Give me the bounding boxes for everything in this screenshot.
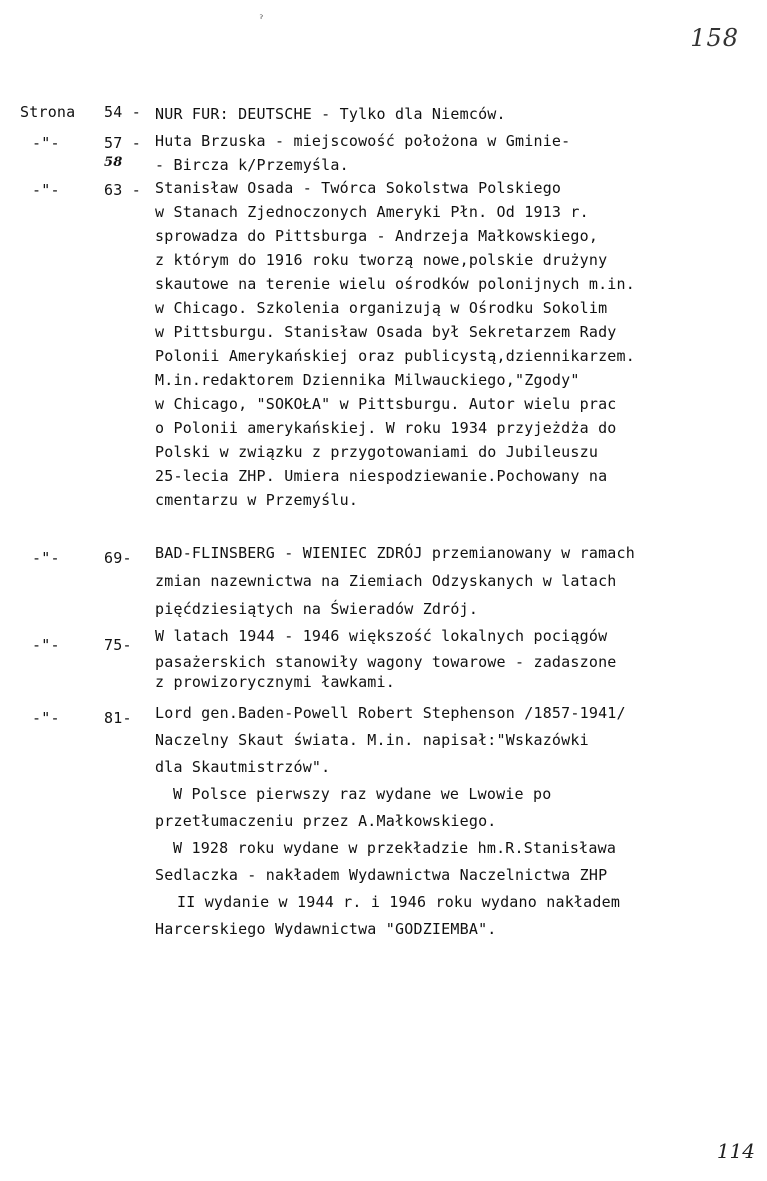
- entry-prefix: -"-: [32, 636, 60, 654]
- entry-prefix: -"-: [32, 549, 60, 567]
- entry-text: [155, 701, 626, 941]
- entry-text: [155, 102, 506, 126]
- entry-text: [155, 129, 570, 177]
- entry-ref: [20, 102, 160, 122]
- entry-page-number: 69-: [104, 549, 132, 567]
- text-line: w Chicago. Szkolenia organizują w Ośrodku Sokolim: [155, 299, 608, 317]
- text-line: W 1928 roku wydane w przekładzie hm.R.Stanisława: [173, 839, 617, 857]
- text-line: pasażerskich stanowiły wagony towarowe - zadaszone: [155, 653, 617, 671]
- handwritten-page-number-bottom: 114: [716, 1139, 755, 1163]
- text-line: Sedlaczka - nakładem Wydawnictwa Naczelnictwa ZHP: [155, 866, 608, 884]
- text-line: zmian nazewnictwa na Ziemiach Odzyskanych w latach: [155, 572, 617, 590]
- entry-page-number: 54 -: [104, 103, 141, 121]
- text-line: skautowe na terenie wielu ośrodków polonijnych m.in.: [155, 275, 635, 293]
- text-line: Naczelny Skaut świata. M.in. napisał:"Wskazówki: [155, 731, 589, 749]
- entry-text: [155, 176, 635, 512]
- text-line: z prowizorycznymi ławkami.: [155, 673, 395, 691]
- text-line: 25-lecia ZHP. Umiera niespodziewanie.Pochowany na: [155, 467, 608, 485]
- entry-page-number: 81-: [104, 709, 132, 727]
- text-line: M.in.redaktorem Dziennika Milwauckiego,"Zgody": [155, 371, 580, 389]
- entry-prefix: -"-: [32, 134, 60, 152]
- text-line: Lord gen.Baden-Powell Robert Stephenson /1857-1941/: [155, 704, 626, 722]
- entry-text: [155, 541, 635, 621]
- text-line: - Bircza k/Przemyśla.: [155, 156, 349, 174]
- text-line: cmentarzu w Przemyślu.: [155, 491, 359, 509]
- text-line: dla Skautmistrzów".: [155, 758, 331, 776]
- text-line: II wydanie w 1944 r. i 1946 roku wydano nakładem: [177, 893, 621, 911]
- text-line: z którym do 1916 roku tworzą nowe,polskie drużyny: [155, 251, 608, 269]
- entry-text: [155, 624, 617, 694]
- text-line: o Polonii amerykańskiej. W roku 1934 przyjeżdża do: [155, 419, 617, 437]
- text-line: Stanisław Osada - Twórca Sokolstwa Polskiego: [155, 179, 562, 197]
- text-line: Harcerskiego Wydawnictwa "GODZIEMBA".: [155, 920, 497, 938]
- text-line: w Stanach Zjednoczonych Ameryki Płn. Od 1913 r.: [155, 203, 589, 221]
- text-line: przetłumaczeniu przez A.Małkowskiego.: [155, 812, 497, 830]
- entry-page-number-handwritten: 58: [104, 155, 123, 170]
- text-line: Huta Brzuska - miejscowość położona w Gminie-: [155, 132, 571, 150]
- text-line: NUR FUR: DEUTSCHE - Tylko dla Niemców.: [155, 105, 506, 123]
- text-line: Polonii Amerykańskiej oraz publicystą,dziennikarzem.: [155, 347, 635, 365]
- text-line: sprowadza do Pittsburga - Andrzeja Małkowskiego,: [155, 227, 599, 245]
- entry-page-number: 63 -: [104, 181, 141, 199]
- text-line: BAD-FLINSBERG - WIENIEC ZDRÓJ przemianowany w ramach: [155, 544, 635, 562]
- entry-prefix: Strona: [20, 103, 76, 121]
- entry-prefix: -"-: [32, 709, 60, 727]
- text-line: Polski w związku z przygotowaniami do Jubileuszu: [155, 443, 599, 461]
- text-line: w Chicago, "SOKOŁA" w Pittsburgu. Autor wielu prac: [155, 395, 617, 413]
- text-line: W latach 1944 - 1946 większość lokalnych pociągów: [155, 627, 608, 645]
- entry-prefix: -"-: [32, 181, 60, 199]
- entry-page-number: 75-: [104, 636, 132, 654]
- entry-page-number: 57 -: [104, 134, 141, 152]
- handwritten-page-number-top: 158: [690, 24, 739, 52]
- text-line: W Polsce pierwszy raz wydane we Lwowie po: [173, 785, 552, 803]
- text-line: pięćdziesiątych na Świeradów Zdrój.: [155, 600, 479, 618]
- text-line: w Pittsburgu. Stanisław Osada był Sekretarzem Rady: [155, 323, 617, 341]
- top-mark: ˀ: [258, 14, 265, 27]
